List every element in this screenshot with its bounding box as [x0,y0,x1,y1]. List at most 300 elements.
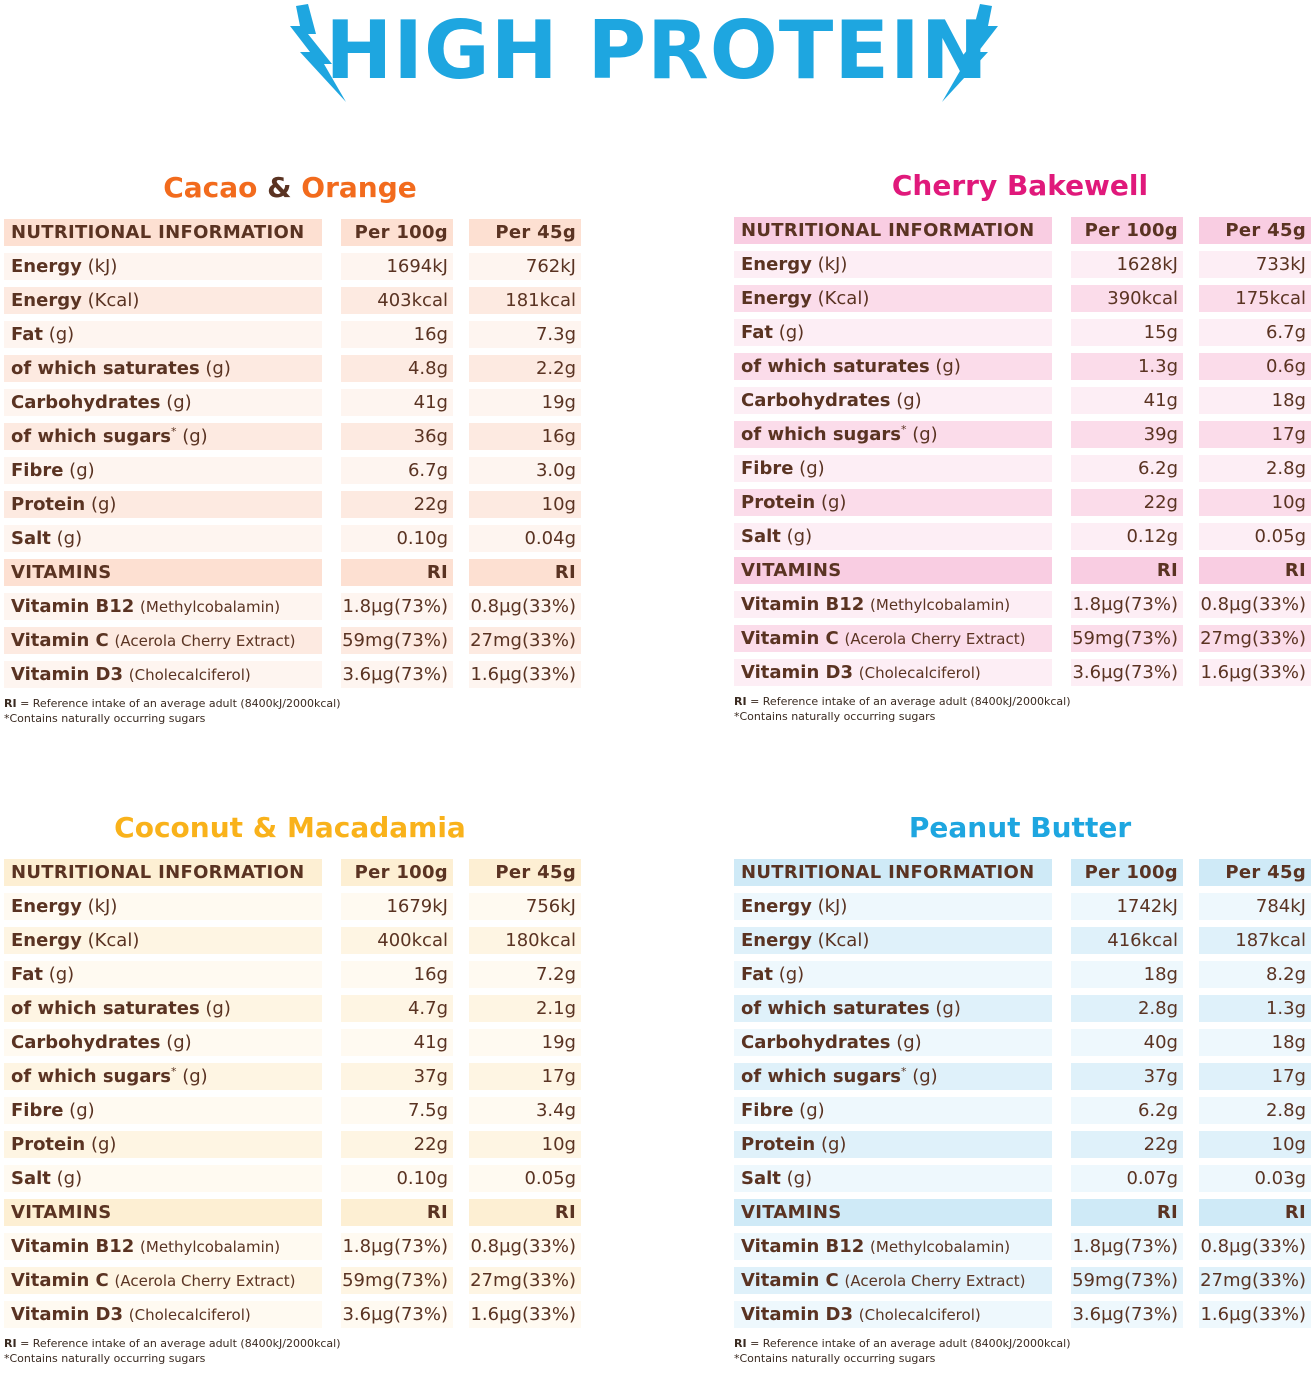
vitamin-name: Vitamin D3 [11,1304,124,1325]
row-label: NUTRITIONAL INFORMATION [4,219,322,246]
ri-definition: = Reference intake of an average adult (8400kJ/2000kcal) [746,695,1071,708]
row-label [734,625,1052,652]
table-row [730,656,1310,690]
per-45g-value: RI [1199,1199,1311,1226]
footnotes [4,1336,341,1366]
per-100g-value: 37g [341,1063,453,1090]
panel-title-part: Orange [291,171,417,204]
table-row [0,1026,580,1060]
header [0,0,1314,110]
per-100g-value: 22g [1071,489,1183,516]
nutrient-unit: (g) [935,356,961,377]
per-45g-value: 180kcal [469,927,581,954]
per-45g-value: 16g [469,423,581,450]
nutrient-name: Energy [741,254,812,275]
nutrient-name: of which sugars [741,424,901,445]
per-100g-value: Per 100g [1071,859,1183,886]
per-45g-value: 3.4g [469,1097,581,1124]
per-100g-value: 15g [1071,319,1183,346]
per-100g-value: 1.8µg(73%) [341,593,453,620]
vitamin-name: Vitamin B12 [741,1236,865,1257]
vitamin-name: Vitamin C [11,1270,109,1291]
nutrient-name: Fat [11,964,43,985]
panel-title-part: Coconut & Macadamia [114,811,466,844]
panel-title-part: Peanut Butter [908,811,1132,844]
per-100g-value: RI [1071,557,1183,584]
per-45g-value: 27mg(33%) [469,1267,581,1294]
table-row [0,924,580,958]
per-45g-value: 0.04g [469,525,581,552]
per-100g-value: 59mg(73%) [1071,1267,1183,1294]
row-label: NUTRITIONAL INFORMATION [734,217,1052,244]
row-label [734,1301,1052,1328]
vitamin-source: (Cholecalciferol) [858,664,981,682]
nutrient-name: Energy [11,930,82,951]
table-row [730,1264,1310,1298]
table-row [0,1230,580,1264]
row-label [4,389,322,416]
nutrient-unit: (g) [182,426,208,447]
nutrient-unit: (g) [90,1134,117,1155]
nutrient-unit: (g) [166,392,192,413]
nutrient-unit: (g) [778,964,805,985]
vitamin-source: (Cholecalciferol) [128,666,251,684]
footnote-marker: * [170,425,177,438]
row-label [734,421,1052,448]
panel-title [730,808,1310,848]
per-100g-value: 4.7g [341,995,453,1022]
row-label [4,1233,322,1260]
vitamin-source: (Acerola Cherry Extract) [844,630,1026,648]
row-label [4,355,322,382]
per-45g-value: 175kcal [1199,285,1311,312]
per-45g-value: 187kcal [1199,927,1311,954]
vitamin-source: (Acerola Cherry Extract) [114,632,296,650]
row-label [734,1097,1052,1124]
per-45g-value: 7.3g [469,321,581,348]
row-label [734,523,1052,550]
nutrient-name: Protein [11,1134,86,1155]
table-row [0,284,580,318]
vitamin-name: Vitamin B12 [741,594,865,615]
table-row [730,316,1310,350]
per-45g-value: 181kcal [469,287,581,314]
nutrient-unit: (g) [166,1032,192,1053]
row-label [734,927,1052,954]
ri-footnote [734,694,1071,709]
per-100g-value: Per 100g [1071,217,1183,244]
per-45g-value: Per 45g [469,859,581,886]
nutrient-name: Salt [741,526,781,547]
table-row [730,486,1310,520]
per-100g-value: 22g [1071,1131,1183,1158]
nutrient-name: Energy [741,930,812,951]
table-row [730,1060,1310,1094]
row-label: VITAMINS [4,1199,322,1226]
nutrient-unit: (g) [912,1066,938,1087]
row-label [734,1165,1052,1192]
table-row [0,958,580,992]
vitamins-header-row [730,1196,1310,1230]
ri-footnote [734,1336,1071,1351]
nutrient-unit: (g) [69,460,95,481]
per-45g-value: 0.03g [1199,1165,1311,1192]
nutrient-unit: (g) [799,1100,825,1121]
table-row [730,520,1310,554]
nutrient-name: of which sugars [11,1066,171,1087]
per-45g-value: 733kJ [1199,251,1311,278]
per-100g-value: 41g [341,389,453,416]
nutrient-name: of which saturates [11,358,200,379]
row-label [734,591,1052,618]
table-row [730,248,1310,282]
per-100g-value: 390kcal [1071,285,1183,312]
ri-definition: = Reference intake of an average adult (8400kJ/2000kcal) [746,1337,1071,1350]
panel-title-part: Cacao [163,171,268,204]
per-45g-value: 17g [1199,421,1311,448]
nutrient-name: Fat [11,324,43,345]
row-label [734,455,1052,482]
vitamin-source: (Cholecalciferol) [128,1306,251,1324]
row-label: VITAMINS [734,1199,1052,1226]
per-45g-value: 0.6g [1199,353,1311,380]
sugars-footnote: *Contains naturally occurring sugars [4,712,206,725]
nutrient-unit: (g) [896,1032,922,1053]
nutrient-unit: (kJ) [817,896,848,917]
table-row [730,1230,1310,1264]
row-label [4,961,322,988]
per-45g-value: 10g [1199,489,1311,516]
per-45g-value: Per 45g [1199,859,1311,886]
per-45g-value: 1.6µg(33%) [469,1301,581,1328]
table-row [0,386,580,420]
per-45g-value: 0.8µg(33%) [469,593,581,620]
nutrient-unit: (kJ) [87,256,118,277]
table-row [0,1128,580,1162]
per-100g-value: 7.5g [341,1097,453,1124]
table-row [0,488,580,522]
table-row [0,890,580,924]
nutrient-name: Carbohydrates [11,1032,161,1053]
panel-cacao-orange [0,168,580,758]
vitamins-header-row [730,554,1310,588]
sugars-footnote: *Contains naturally occurring sugars [4,1352,206,1365]
nutrient-name: Fat [741,964,773,985]
nutrient-name: Energy [741,288,812,309]
row-label [734,251,1052,278]
per-100g-value: 3.6µg(73%) [1071,659,1183,686]
table-row [0,522,580,556]
vitamin-source: (Cholecalciferol) [858,1306,981,1324]
row-label [4,1029,322,1056]
table-row [730,1026,1310,1060]
per-45g-value: 6.7g [1199,319,1311,346]
per-100g-value: 41g [341,1029,453,1056]
nutrient-name: Energy [11,256,82,277]
per-45g-value: 17g [469,1063,581,1090]
panel-title [0,808,580,848]
row-label [4,1063,322,1090]
table-row [0,1298,580,1332]
row-label [4,321,322,348]
nutrient-unit: (g) [820,1134,847,1155]
per-100g-value: 0.12g [1071,523,1183,550]
table-row [0,318,580,352]
vitamins-header-row [0,556,580,590]
ri-abbrev: RI [4,1337,17,1350]
nutrient-name: Protein [741,1134,816,1155]
nutrition-table [0,216,580,692]
per-100g-value: 0.10g [341,1165,453,1192]
per-45g-value: 1.6µg(33%) [1199,1301,1311,1328]
vitamin-source: (Acerola Cherry Extract) [114,1272,296,1290]
per-45g-value: 756kJ [469,893,581,920]
table-header-row [730,856,1310,890]
per-45g-value: 19g [469,389,581,416]
sugars-footnote: *Contains naturally occurring sugars [734,710,936,723]
row-label [734,893,1052,920]
per-45g-value: 0.8µg(33%) [1199,591,1311,618]
per-100g-value: 1679kJ [341,893,453,920]
vitamins-header-row [0,1196,580,1230]
row-label [734,659,1052,686]
table-row [730,588,1310,622]
nutrient-unit: (g) [820,492,847,513]
nutrient-unit: (g) [778,322,805,343]
table-row [730,992,1310,1026]
per-100g-value: 403kcal [341,287,453,314]
per-100g-value: RI [341,559,453,586]
table-row [730,418,1310,452]
row-label [734,1029,1052,1056]
vitamin-source: (Methylcobalamin) [870,596,1011,614]
nutrient-name: Salt [741,1168,781,1189]
vitamin-source: (Methylcobalamin) [140,1238,281,1256]
row-label [4,593,322,620]
nutrient-unit: (g) [205,358,231,379]
row-label [734,961,1052,988]
per-45g-value: RI [1199,557,1311,584]
table-row [730,282,1310,316]
per-45g-value: 8.2g [1199,961,1311,988]
per-45g-value: 10g [469,491,581,518]
per-100g-value: 1628kJ [1071,251,1183,278]
footnotes [4,696,341,726]
vitamin-name: Vitamin D3 [741,1304,854,1325]
per-45g-value: 19g [469,1029,581,1056]
per-100g-value: 1742kJ [1071,893,1183,920]
nutrient-unit: (Kcal) [817,930,870,951]
nutrient-name: of which sugars [741,1066,901,1087]
row-label [4,253,322,280]
vitamin-name: Vitamin B12 [11,1236,135,1257]
per-100g-value: 16g [341,321,453,348]
per-45g-value: 27mg(33%) [469,627,581,654]
ri-definition: = Reference intake of an average adult (8400kJ/2000kcal) [16,697,341,710]
table-row [0,250,580,284]
per-100g-value: 18g [1071,961,1183,988]
row-label [734,1233,1052,1260]
table-row [730,350,1310,384]
nutrient-name: Carbohydrates [741,1032,891,1053]
table-row [730,384,1310,418]
per-100g-value: 1.8µg(73%) [1071,591,1183,618]
row-label [4,1165,322,1192]
row-label [4,423,322,450]
table-row [0,420,580,454]
per-100g-value: 59mg(73%) [341,627,453,654]
nutrient-unit: (kJ) [87,896,118,917]
table-row [730,622,1310,656]
ri-abbrev: RI [734,1337,747,1350]
table-row [730,1128,1310,1162]
per-100g-value: Per 100g [341,859,453,886]
row-label [734,489,1052,516]
per-100g-value: 40g [1071,1029,1183,1056]
row-label [4,927,322,954]
footnotes [734,694,1071,724]
nutrient-name: of which saturates [11,998,200,1019]
table-row [730,924,1310,958]
nutrient-name: Energy [11,290,82,311]
per-100g-value: 41g [1071,387,1183,414]
row-label [4,457,322,484]
table-row [730,452,1310,486]
per-100g-value: 1694kJ [341,253,453,280]
per-45g-value: 27mg(33%) [1199,625,1311,652]
nutrient-name: Carbohydrates [11,392,161,413]
per-100g-value: 37g [1071,1063,1183,1090]
table-row [0,624,580,658]
per-100g-value: 3.6µg(73%) [341,1301,453,1328]
per-45g-value: 784kJ [1199,893,1311,920]
per-100g-value: 3.6µg(73%) [1071,1301,1183,1328]
nutrient-name: Fibre [741,458,794,479]
lightning-bolt-icon [938,4,1002,104]
ri-footnote [4,1336,341,1351]
nutrient-name: Salt [11,1168,51,1189]
row-label [734,285,1052,312]
per-100g-value: 6.2g [1071,1097,1183,1124]
nutrient-unit: (g) [69,1100,95,1121]
vitamin-name: Vitamin C [741,1270,839,1291]
vitamin-name: Vitamin C [11,630,109,651]
per-45g-value: 7.2g [469,961,581,988]
per-100g-value: Per 100g [341,219,453,246]
panel-title [0,168,580,208]
per-45g-value: 2.1g [469,995,581,1022]
table-row [730,1298,1310,1332]
per-45g-value: 10g [469,1131,581,1158]
nutrient-name: Fibre [741,1100,794,1121]
per-100g-value: 59mg(73%) [341,1267,453,1294]
per-100g-value: 416kcal [1071,927,1183,954]
table-row [0,352,580,386]
per-45g-value: 0.05g [1199,523,1311,550]
per-45g-value: 1.3g [1199,995,1311,1022]
nutrient-name: Protein [741,492,816,513]
row-label [734,1063,1052,1090]
footnote-marker: * [900,423,907,436]
row-label: NUTRITIONAL INFORMATION [734,859,1052,886]
vitamin-name: Vitamin D3 [741,662,854,683]
table-row [730,958,1310,992]
per-45g-value: Per 45g [1199,217,1311,244]
vitamin-name: Vitamin C [741,628,839,649]
panel-coconut-macadamia [0,808,580,1398]
per-45g-value: 17g [1199,1063,1311,1090]
per-45g-value: 0.05g [469,1165,581,1192]
row-label [4,1301,322,1328]
nutrient-unit: (g) [912,424,938,445]
per-100g-value: 6.2g [1071,455,1183,482]
panel-peanut-butter [730,808,1310,1398]
nutrient-unit: (g) [56,528,83,549]
row-label: VITAMINS [4,559,322,586]
nutrient-unit: (g) [182,1066,208,1087]
vitamin-source: (Methylcobalamin) [870,1238,1011,1256]
row-label [4,893,322,920]
per-45g-value: 762kJ [469,253,581,280]
table-row [0,992,580,1026]
panel-title [730,166,1310,206]
footnotes [734,1336,1071,1366]
table-row [0,1162,580,1196]
row-label [734,1267,1052,1294]
row-label [4,287,322,314]
table-row [730,890,1310,924]
per-100g-value: 1.8µg(73%) [341,1233,453,1260]
per-100g-value: 16g [341,961,453,988]
row-label [734,387,1052,414]
per-45g-value: RI [469,1199,581,1226]
nutrient-unit: (g) [935,998,961,1019]
nutrient-unit: (g) [56,1168,83,1189]
nutrient-unit: (Kcal) [87,290,140,311]
per-45g-value: 10g [1199,1131,1311,1158]
panel-cherry-bakewell [730,166,1310,756]
row-label [4,627,322,654]
vitamin-name: Vitamin D3 [11,664,124,685]
per-45g-value: 0.8µg(33%) [1199,1233,1311,1260]
row-label [4,1267,322,1294]
table-row [0,590,580,624]
table-row [730,1094,1310,1128]
per-45g-value: 0.8µg(33%) [469,1233,581,1260]
row-label [734,353,1052,380]
nutrient-unit: (g) [90,494,117,515]
nutrient-name: Carbohydrates [741,390,891,411]
per-100g-value: RI [341,1199,453,1226]
per-45g-value: RI [469,559,581,586]
panel-title-part: & [267,171,292,204]
per-45g-value: 3.0g [469,457,581,484]
vitamin-name: Vitamin B12 [11,596,135,617]
row-label: NUTRITIONAL INFORMATION [4,859,322,886]
table-row [0,1264,580,1298]
per-100g-value: 22g [341,491,453,518]
vitamin-source: (Acerola Cherry Extract) [844,1272,1026,1290]
per-45g-value: 2.2g [469,355,581,382]
footnote-marker: * [170,1065,177,1078]
per-100g-value: 3.6µg(73%) [341,661,453,688]
nutrient-unit: (g) [786,1168,813,1189]
nutrient-name: of which saturates [741,998,930,1019]
table-row [0,454,580,488]
per-45g-value: 2.8g [1199,455,1311,482]
panel-title-part: Cherry Bakewell [891,169,1149,202]
table-row [730,1162,1310,1196]
